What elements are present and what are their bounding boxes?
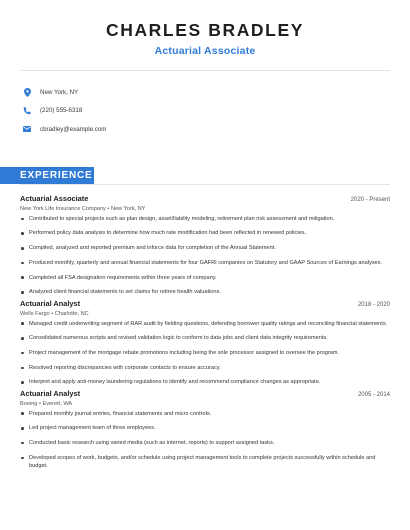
job-role: Actuarial Analyst	[20, 298, 81, 308]
job-location: Everett, WA	[42, 400, 73, 407]
bullet-item: Resolved reporting discrepancies with corporate contacts to ensure accuracy.	[20, 364, 390, 372]
contact-location	[22, 83, 410, 101]
contact-location-text: New York, NY	[40, 88, 79, 96]
job-dates: 2018 - 2020	[357, 301, 390, 308]
job-role: Actuarial Associate	[20, 193, 89, 203]
bullet-item: Project management of the mortgage rebate promotions including being the sole processor assigned to oversee the program.	[20, 349, 390, 357]
bullet-item: Led project management team of three employees.	[20, 424, 390, 432]
bullet-item: Prepared monthly journal entries, financial statements and micro controls.	[20, 410, 390, 418]
bullet-item: Performed policy data analysis to determine how much rate modification had been reflected in renewed policies.	[20, 229, 390, 237]
location-pin-icon	[22, 87, 32, 97]
job-organization-line	[20, 206, 390, 212]
bullet-item: Produced monthly, quarterly and annual financial statements for four GAFRI companies on Statutory and GAAP Sources of Earnings analyses.	[20, 259, 390, 267]
job-entry	[20, 389, 390, 471]
job-header	[20, 299, 390, 308]
phone-icon	[22, 106, 32, 116]
job-bullets	[20, 410, 390, 471]
experience-list	[0, 185, 410, 470]
candidate-name: CHARLES BRADLEY	[105, 20, 305, 40]
job-company: New York Life Insurance Company	[20, 205, 106, 212]
candidate-title: Actuarial Associate	[154, 45, 256, 57]
bullet-item: Developed scopes of work, budgets, and/or schedule using project management tools to complete projects successfully within schedule and budget.	[20, 454, 390, 470]
separator-dot: •	[37, 400, 43, 407]
job-organization-line	[20, 311, 390, 317]
job-location: Charlotte, NC	[54, 310, 89, 317]
job-dates: 2005 - 2014	[357, 391, 390, 398]
job-header	[20, 389, 390, 398]
contact-list	[0, 71, 410, 151]
separator-dot: •	[49, 310, 55, 317]
bullet-item: Managed credit underwriting segment of RAR audit by fielding questions, defending borrower quality ratings and reconciling financial statements.	[20, 320, 390, 328]
job-entry	[20, 299, 390, 387]
email-icon	[22, 124, 32, 134]
bullet-item: Contributed to special projects such as plan design, asset/liability modeling, retirement plan risk assessment and mitigation.	[20, 215, 390, 223]
contact-email[interactable]	[22, 120, 410, 138]
bullet-item: Consolidated numerous scripts and revised validation logic to conform to data jobs and client data integrity requirements.	[20, 334, 390, 342]
bullet-item: Interpret and apply anti-money laundering regulations to identify and recommend compliance changes as appropriate.	[20, 378, 390, 386]
separator-dot: •	[105, 205, 111, 212]
bullet-item: Compiled, analyzed and reported premium and inforce data for completion of the Annual Statement.	[20, 244, 390, 252]
job-entry	[20, 194, 390, 297]
contact-phone-text: (220) 555-6318	[40, 107, 83, 115]
job-bullets	[20, 215, 390, 297]
contact-phone	[22, 102, 410, 120]
bullet-item: Analyzed client financial statements to set claims for retiree health valuations.	[20, 288, 390, 296]
job-header	[20, 194, 390, 203]
resume-header	[0, 0, 410, 57]
experience-heading: EXPERIENCE	[0, 167, 94, 184]
contact-email-text: cbradley@example.com	[40, 125, 107, 133]
job-company: Wells Fargo	[20, 310, 50, 317]
job-company: Boeing	[20, 400, 38, 407]
job-dates: 2020 - Present	[350, 196, 390, 203]
job-organization-line	[20, 401, 390, 407]
job-role: Actuarial Analyst	[20, 388, 81, 398]
bullet-item: Conducted basic research using varied media (such as internet, reports) to support assigned tasks.	[20, 439, 390, 447]
job-bullets	[20, 320, 390, 387]
bullet-item: Completed all FSA designation requirements within three years of company.	[20, 274, 390, 282]
job-location: New York, NY	[110, 205, 146, 212]
